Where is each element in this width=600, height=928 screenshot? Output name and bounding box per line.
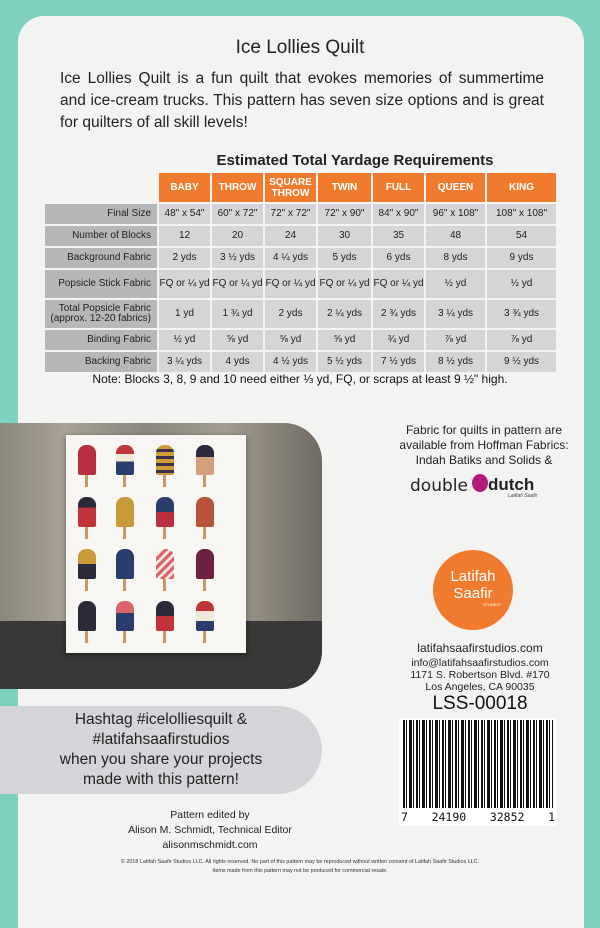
row-label: Total Popsicle Fabric (approx. 12-20 fabrics) [45, 300, 157, 328]
street-address: 1171 S. Robertson Blvd. #170 [410, 669, 550, 681]
column-header: QUEEN [426, 173, 485, 202]
barcode-number [399, 810, 557, 824]
column-header: BABY [159, 173, 210, 202]
row-label: Binding Fabric [45, 330, 157, 350]
popsicle-stick-shape [85, 631, 88, 643]
table-cell: FQ or ¼ yd [373, 270, 424, 298]
table-cell: 108" x 108" [487, 204, 556, 224]
table-cell: FQ or ¼ yd [212, 270, 263, 298]
table-cell: ⅝ yd [212, 330, 263, 350]
table-cell: 72" x 72" [265, 204, 316, 224]
logo-tagline: Latifah Saafir [508, 493, 538, 499]
table-cell: 3 ¼ yds [426, 300, 485, 328]
table-cell: 1 ¾ yd [212, 300, 263, 328]
table-cell: 9 yds [487, 248, 556, 268]
logo-text-dutch: dutch [488, 475, 535, 494]
popsicle-shape [78, 445, 96, 475]
table-cell: FQ or ¼ yd [318, 270, 371, 298]
table-cell: 4 ½ yds [265, 352, 316, 372]
popsicle-shape [116, 445, 134, 475]
table-row [45, 226, 556, 246]
table-cell: 6 yds [373, 248, 424, 268]
table-cell: ⅝ yd [318, 330, 371, 350]
popsicle-shape [156, 549, 174, 579]
popsicle-stick-shape [203, 631, 206, 643]
fabric-availability-text [384, 423, 584, 468]
studio-logo [433, 550, 513, 630]
table-cell: 2 yds [159, 248, 210, 268]
table-cell: 2 ¾ yds [373, 300, 424, 328]
yardage-table [43, 171, 558, 374]
popsicle-stick-shape [85, 475, 88, 487]
table-cell: 96" x 108" [426, 204, 485, 224]
popsicle-stick-shape [163, 475, 166, 487]
table-cell: ½ yd [487, 270, 556, 298]
row-label: Backing Fabric [45, 352, 157, 372]
table-cell: ⅞ yd [426, 330, 485, 350]
column-header: THROW [212, 173, 263, 202]
yardage-header-row [45, 173, 556, 202]
table-row [45, 270, 556, 298]
table-cell: 20 [212, 226, 263, 246]
popsicle-stick-shape [123, 631, 126, 643]
table-cell: 24 [265, 226, 316, 246]
copyright-line: Items made from this pattern may not be produced for commercial resale. [212, 868, 388, 874]
popsicle-stick-shape [123, 579, 126, 591]
fabric-line: Indah Batiks and Solids & [415, 453, 553, 467]
table-cell: 60" x 72" [212, 204, 263, 224]
table-cell: ⅝ yd [265, 330, 316, 350]
editor-line: Alison M. Schmidt, Technical Editor [128, 824, 292, 836]
popsicle-shape [156, 601, 174, 631]
table-cell: FQ or ¼ yd [265, 270, 316, 298]
popsicle-shape [78, 549, 96, 579]
city-address: Los Angeles, CA 90035 [425, 681, 535, 693]
barcode [399, 718, 557, 826]
table-cell: 1 yd [159, 300, 210, 328]
popsicle-stick-shape [123, 527, 126, 539]
popsicle-shape [116, 549, 134, 579]
fabric-line: Fabric for quilts in pattern are [405, 423, 563, 437]
popsicle-stick-shape [85, 579, 88, 591]
quilt-photo [0, 423, 322, 689]
email-link[interactable]: info@latifahsaafirstudios.com [411, 657, 549, 669]
hashtag-text [16, 710, 306, 790]
table-cell: 3 ¼ yds [159, 352, 210, 372]
table-cell: ¾ yd [373, 330, 424, 350]
table-cell: ½ yd [159, 330, 210, 350]
logo-text-double: double [410, 476, 468, 496]
table-cell: 48 [426, 226, 485, 246]
table-cell: 5 ½ yds [318, 352, 371, 372]
popsicle-stick-shape [123, 475, 126, 487]
editor-line: Pattern edited by [170, 809, 250, 821]
popsicle-stick-shape [163, 631, 166, 643]
table-row [45, 330, 556, 350]
table-cell: 3 ½ yds [212, 248, 263, 268]
popsicle-shape [116, 497, 134, 527]
blocks-note: Note: Blocks 3, 8, 9 and 10 need either ⅓ yd, FQ, or scraps at least 9 ½" high. [92, 372, 508, 386]
table-cell: ⅞ yd [487, 330, 556, 350]
table-row [45, 204, 556, 224]
yardage-table-title: Estimated Total Yardage Requirements [216, 152, 494, 169]
website-link[interactable]: latifahsaafirstudios.com [417, 641, 543, 655]
quilt-image [66, 435, 246, 653]
studio-logo-line: STUDIOS [483, 602, 501, 607]
popsicle-stick-shape [203, 579, 206, 591]
row-label: Number of Blocks [45, 226, 157, 246]
row-label: Popsicle Stick Fabric [45, 270, 157, 298]
column-header: TWIN [318, 173, 371, 202]
barcode-bars [403, 720, 553, 808]
hashtag-line: made with this pattern! [83, 771, 239, 788]
table-cell: FQ or ¼ yd [159, 270, 210, 298]
table-cell: 30 [318, 226, 371, 246]
popsicle-shape [196, 445, 214, 475]
table-cell: 84" x 90" [373, 204, 424, 224]
barcode-digit-group: 1 [548, 810, 555, 824]
barcode-digit-group: 32852 [489, 810, 525, 824]
hashtag-line: when you share your projects [59, 751, 263, 768]
column-header: SQUARE THROW [265, 173, 316, 202]
copyright-notice [40, 858, 560, 876]
table-cell: 8 ½ yds [426, 352, 485, 372]
hashtag-line: Hashtag #icelolliesquilt & [74, 711, 248, 728]
table-cell: 8 yds [426, 248, 485, 268]
table-cell: 5 yds [318, 248, 371, 268]
contact-address [380, 657, 580, 693]
popsicle-stick-shape [203, 475, 206, 487]
table-row [45, 300, 556, 328]
popsicle-shape [78, 601, 96, 631]
table-cell: 9 ½ yds [487, 352, 556, 372]
editor-website[interactable]: alisonmschmidt.com [162, 839, 258, 851]
table-cell: 4 ¼ yds [265, 248, 316, 268]
popsicle-shape [196, 497, 214, 527]
header-corner [45, 173, 157, 202]
popsicle-stick-shape [163, 527, 166, 539]
paint-splat-icon [472, 474, 488, 492]
hashtag-line: #latifahsaafirstudios [92, 731, 230, 748]
table-cell: 7 ½ yds [373, 352, 424, 372]
fabric-line: available from Hoffman Fabrics: [399, 438, 569, 452]
table-cell: 12 [159, 226, 210, 246]
row-label: Final Size [45, 204, 157, 224]
table-cell: 3 ¾ yds [487, 300, 556, 328]
table-cell: ½ yd [426, 270, 485, 298]
popsicle-shape [196, 549, 214, 579]
popsicle-stick-shape [85, 527, 88, 539]
popsicle-shape [116, 601, 134, 631]
table-cell: 2 yds [265, 300, 316, 328]
table-row [45, 248, 556, 268]
table-cell: 2 ¼ yds [318, 300, 371, 328]
table-cell: 72" x 90" [318, 204, 371, 224]
table-cell: 54 [487, 226, 556, 246]
table-cell: 35 [373, 226, 424, 246]
table-cell: 48" x 54" [159, 204, 210, 224]
popsicle-shape [196, 601, 214, 631]
studio-logo-line: Latifah [450, 568, 496, 585]
popsicle-shape [156, 445, 174, 475]
pattern-description: Ice Lollies Quilt is a fun quilt that evokes memories of summertime and ice-cream trucks. This pattern has seven size options and is great for quilters of all skill levels! [60, 70, 544, 131]
copyright-line: © 2018 Latifah Saafir Studios LLC. All rights reserved. No part of this pattern may be reproduced without written consent of Latifah Saafir Studios LLC. [120, 859, 480, 865]
popsicle-shape [156, 497, 174, 527]
column-header: FULL [373, 173, 424, 202]
double-dutch-logo [410, 472, 550, 498]
product-code: LSS-00018 [432, 693, 528, 714]
table-cell: 4 yds [212, 352, 263, 372]
table-row [45, 352, 556, 372]
popsicle-shape [78, 497, 96, 527]
studio-logo-line: Saafir [453, 585, 493, 602]
popsicle-stick-shape [203, 527, 206, 539]
popsicle-stick-shape [163, 579, 166, 591]
barcode-digit-group: 24190 [431, 810, 467, 824]
pattern-title: Ice Lollies Quilt [235, 37, 365, 58]
row-label: Background Fabric [45, 248, 157, 268]
editor-credit [90, 808, 330, 853]
column-header: KING [487, 173, 556, 202]
barcode-digit-group: 7 [401, 810, 408, 824]
